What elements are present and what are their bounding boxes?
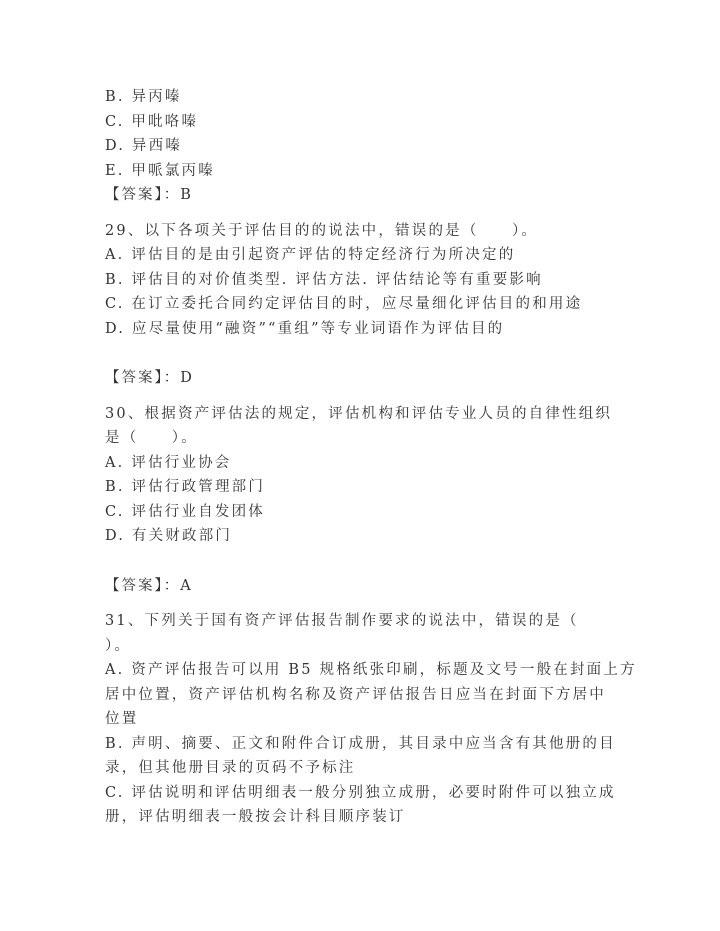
answer: 【答案】：B: [105, 187, 193, 203]
question-stem: 31、下列关于国有资产评估报告制作要求的说法中，错误的是（: [105, 613, 579, 629]
option-a: A. 评估目的是由引起资产评估的特定经济行为所决定的: [105, 247, 516, 263]
option-b: B. 声明、摘要、正文和附件合订成册，其目录中应当含有其他册的目: [105, 735, 616, 752]
option-d: D. 应尽量使用“融资”“重组”等专业词语作为评估目的: [105, 320, 505, 337]
question-stem-cont: 是（ ）。: [105, 430, 198, 446]
option-b: B. 评估行政管理部门: [105, 479, 266, 495]
answer: 【答案】：A: [105, 577, 193, 594]
answer: 【答案】：D: [105, 370, 194, 386]
option-a: A. 评估行业协会: [105, 454, 232, 471]
option-c-cont: 册，评估明细表一般按会计科目顺序装订: [105, 809, 406, 825]
option-c: C. 甲吡咯嗪: [105, 113, 199, 130]
question-stem-cont: ）。: [105, 637, 132, 654]
document-page: [105, 85, 637, 830]
option-b: B. 评估目的对价值类型. 评估方法. 评估结论等有重要影响: [105, 271, 543, 288]
option-b: B. 异丙嗪: [105, 89, 182, 105]
option-c: C. 在订立委托合同约定评估目的时，应尽量细化评估目的和用途: [105, 296, 583, 312]
question-stem: 30、根据资产评估法的规定，评估机构和评估专业人员的自律性组织: [105, 405, 613, 422]
option-c: C. 评估说明和评估明细表一般分别独立成册，必要时附件可以独立成: [105, 784, 616, 801]
option-a-cont: 位置: [105, 711, 139, 727]
option-c: C. 评估行业自发团体: [105, 503, 265, 520]
option-e: E. 甲哌氯丙嗪: [105, 162, 215, 179]
option-a-cont: 居中位置，资产评估机构名称及资产评估报告日应当在封面下方居中: [105, 686, 606, 703]
option-a: A. 资产评估报告可以用 B5 规格纸张印刷，标题及文号一般在封面上方: [105, 662, 637, 678]
question-stem: 29、以下各项关于评估目的的说法中，错误的是（ ）。: [105, 222, 539, 239]
option-b-cont: 录，但其他册目录的页码不予标注: [105, 760, 356, 776]
option-d: D. 异西嗪: [105, 138, 183, 154]
option-d: D. 有关财政部门: [105, 528, 233, 544]
